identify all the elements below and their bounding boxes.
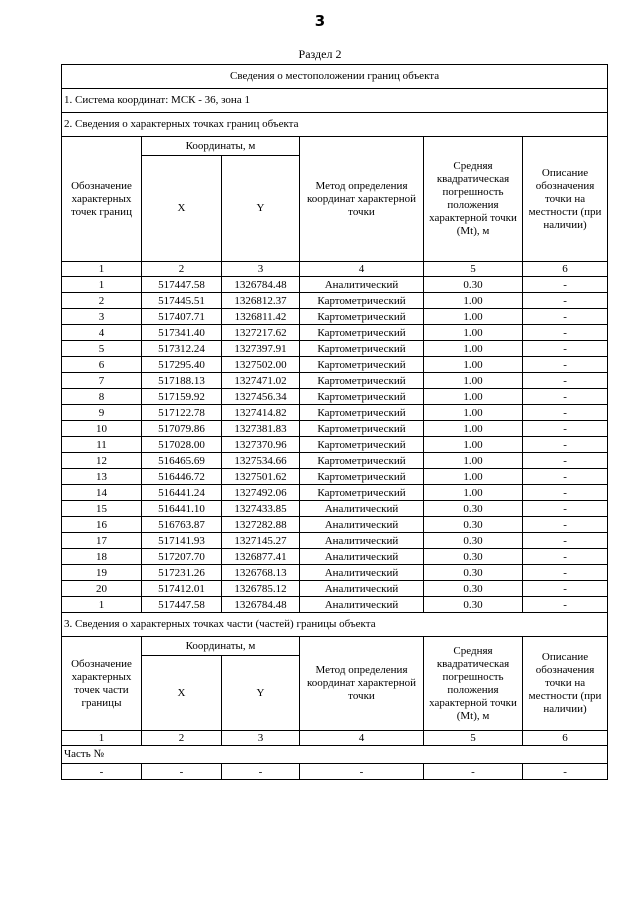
parts-column-numbers-row [62,731,608,746]
point-method: Аналитический [300,565,424,581]
empty-cell: - [424,764,523,780]
empty-cell: - [142,764,222,780]
table-row [62,309,608,325]
header-description: Описание обозначения точки на местности (при наличии) [523,137,608,262]
column-number: 5 [424,731,523,746]
column-number: 4 [300,262,424,277]
table-row [62,293,608,309]
point-error: 1.00 [424,437,523,453]
column-number: 6 [523,731,608,746]
point-y: 1327534.66 [222,453,300,469]
point-number: 4 [62,325,142,341]
point-method: Картометрический [300,309,424,325]
boundary-table [61,64,608,780]
point-x: 517188.13 [142,373,222,389]
point-number: 20 [62,581,142,597]
point-method: Аналитический [300,597,424,613]
point-description: - [523,581,608,597]
point-number: 17 [62,533,142,549]
point-description: - [523,405,608,421]
point-x: 517028.00 [142,437,222,453]
point-description: - [523,533,608,549]
point-y: 1326768.13 [222,565,300,581]
point-y: 1326784.48 [222,277,300,293]
point-method: Картометрический [300,389,424,405]
point-description: - [523,597,608,613]
point-number: 1 [62,277,142,293]
table-row [62,501,608,517]
point-number: 10 [62,421,142,437]
header-row-1 [62,137,608,156]
point-method: Картометрический [300,437,424,453]
table-row [62,565,608,581]
point-y: 1327502.00 [222,357,300,373]
empty-cell: - [300,764,424,780]
point-error: 0.30 [424,549,523,565]
point-method: Картометрический [300,485,424,501]
point-description: - [523,517,608,533]
table-row [62,325,608,341]
point-description: - [523,437,608,453]
point-y: 1326877.41 [222,549,300,565]
point-description: - [523,501,608,517]
point-error: 1.00 [424,373,523,389]
point-x: 517447.58 [142,277,222,293]
point-method: Картометрический [300,469,424,485]
point-x: 517141.93 [142,533,222,549]
point-error: 1.00 [424,309,523,325]
point-number: 19 [62,565,142,581]
parts-section-row [62,613,608,637]
table-row [62,485,608,501]
point-method: Аналитический [300,277,424,293]
point-error: 1.00 [424,485,523,501]
point-y: 1327397.91 [222,341,300,357]
table-row [62,517,608,533]
point-y: 1327282.88 [222,517,300,533]
point-error: 0.30 [424,517,523,533]
point-description: - [523,389,608,405]
point-description: - [523,357,608,373]
point-y: 1327501.62 [222,469,300,485]
point-y: 1326812.37 [222,293,300,309]
point-y: 1327471.02 [222,373,300,389]
point-error: 0.30 [424,597,523,613]
point-method: Аналитический [300,533,424,549]
point-number: 13 [62,469,142,485]
point-y: 1327492.06 [222,485,300,501]
point-number: 12 [62,453,142,469]
point-error: 1.00 [424,453,523,469]
point-method: Картометрический [300,373,424,389]
point-y: 1327433.85 [222,501,300,517]
point-x: 517231.26 [142,565,222,581]
point-x: 516446.72 [142,469,222,485]
point-description: - [523,341,608,357]
table-row [62,581,608,597]
boundary-sheet [61,64,607,780]
point-number: 6 [62,357,142,373]
point-x: 517295.40 [142,357,222,373]
table-row [62,373,608,389]
header-x: X [142,156,222,262]
points-section-title: 2. Сведения о характерных точках границ объекта [62,113,608,137]
point-y: 1327381.83 [222,421,300,437]
point-x: 516441.10 [142,501,222,517]
point-number: 7 [62,373,142,389]
point-y: 1327414.82 [222,405,300,421]
point-x: 517079.86 [142,421,222,437]
column-number: 3 [222,262,300,277]
table-row [62,389,608,405]
parts-header-error: Средняя квадратическая погрешность положения характерной точки (Mt), м [424,637,523,731]
table-row [62,549,608,565]
page-number: 3 [314,12,326,30]
point-x: 517407.71 [142,309,222,325]
point-number: 18 [62,549,142,565]
table-row [62,453,608,469]
point-y: 1327456.34 [222,389,300,405]
point-error: 1.00 [424,469,523,485]
point-method: Картометрический [300,357,424,373]
column-number: 2 [142,731,222,746]
point-error: 0.30 [424,533,523,549]
point-error: 1.00 [424,389,523,405]
table-row [62,421,608,437]
parts-header-description: Описание обозначения точки на местности (при наличии) [523,637,608,731]
point-error: 1.00 [424,357,523,373]
point-x: 516465.69 [142,453,222,469]
point-error: 1.00 [424,421,523,437]
point-x: 517341.40 [142,325,222,341]
point-error: 1.00 [424,405,523,421]
table-title: Сведения о местоположении границ объекта [62,65,608,89]
point-error: 0.30 [424,581,523,597]
point-y: 1326811.42 [222,309,300,325]
point-y: 1327145.27 [222,533,300,549]
point-error: 1.00 [424,293,523,309]
point-x: 516763.87 [142,517,222,533]
point-description: - [523,373,608,389]
point-number: 15 [62,501,142,517]
column-number: 6 [523,262,608,277]
column-numbers-row [62,262,608,277]
header-coords: Координаты, м [142,137,300,156]
column-number: 3 [222,731,300,746]
point-description: - [523,469,608,485]
point-method: Картометрический [300,341,424,357]
section-title: Раздел 2 [298,47,342,61]
point-number: 1 [62,597,142,613]
header-error: Средняя квадратическая погрешность положения характерной точки (Mt), м [424,137,523,262]
header-method: Метод определения координат характерной точки [300,137,424,262]
coord-system: 1. Система координат: МСК - 36, зона 1 [62,89,608,113]
point-method: Аналитический [300,549,424,565]
point-error: 1.00 [424,341,523,357]
point-x: 517447.58 [142,597,222,613]
table-row [62,437,608,453]
point-description: - [523,453,608,469]
header-point: Обозначение характерных точек границ [62,137,142,262]
point-number: 9 [62,405,142,421]
point-method: Картометрический [300,293,424,309]
point-description: - [523,293,608,309]
parts-header-coords: Координаты, м [142,637,300,656]
point-method: Аналитический [300,517,424,533]
point-y: 1326785.12 [222,581,300,597]
point-error: 1.00 [424,325,523,341]
table-row [62,341,608,357]
coord-system-row [62,89,608,113]
parts-header-row-1 [62,637,608,656]
point-method: Аналитический [300,581,424,597]
table-row [62,357,608,373]
point-method: Аналитический [300,501,424,517]
parts-header-x: X [142,656,222,731]
table-row [62,533,608,549]
parts-section-title: 3. Сведения о характерных точках части (частей) границы объекта [62,613,608,637]
point-y: 1327217.62 [222,325,300,341]
empty-cell: - [523,764,608,780]
point-description: - [523,549,608,565]
point-description: - [523,325,608,341]
point-x: 517122.78 [142,405,222,421]
point-y: 1326784.48 [222,597,300,613]
column-number: 1 [62,731,142,746]
point-description: - [523,565,608,581]
parts-empty-row [62,764,608,780]
table-row [62,405,608,421]
point-error: 0.30 [424,501,523,517]
point-x: 517445.51 [142,293,222,309]
point-number: 5 [62,341,142,357]
point-x: 517412.01 [142,581,222,597]
point-x: 517312.24 [142,341,222,357]
point-method: Картометрический [300,325,424,341]
column-number: 1 [62,262,142,277]
column-number: 2 [142,262,222,277]
point-number: 14 [62,485,142,501]
point-number: 3 [62,309,142,325]
parts-header-y: Y [222,656,300,731]
point-description: - [523,485,608,501]
point-number: 8 [62,389,142,405]
point-description: - [523,277,608,293]
point-number: 2 [62,293,142,309]
point-y: 1327370.96 [222,437,300,453]
part-label: Часть № [62,746,608,764]
empty-cell: - [62,764,142,780]
point-error: 0.30 [424,277,523,293]
part-label-row [62,746,608,764]
point-number: 11 [62,437,142,453]
table-row [62,597,608,613]
empty-cell: - [222,764,300,780]
point-error: 0.30 [424,565,523,581]
points-section-row [62,113,608,137]
header-y: Y [222,156,300,262]
point-x: 517207.70 [142,549,222,565]
point-method: Картометрический [300,453,424,469]
table-title-row [62,65,608,89]
table-row [62,469,608,485]
point-method: Картометрический [300,405,424,421]
point-method: Картометрический [300,421,424,437]
point-number: 16 [62,517,142,533]
column-number: 5 [424,262,523,277]
column-number: 4 [300,731,424,746]
parts-header-point: Обозначение характерных точек части границы [62,637,142,731]
point-x: 517159.92 [142,389,222,405]
point-x: 516441.24 [142,485,222,501]
parts-header-method: Метод определения координат характерной точки [300,637,424,731]
table-row [62,277,608,293]
point-description: - [523,309,608,325]
point-description: - [523,421,608,437]
